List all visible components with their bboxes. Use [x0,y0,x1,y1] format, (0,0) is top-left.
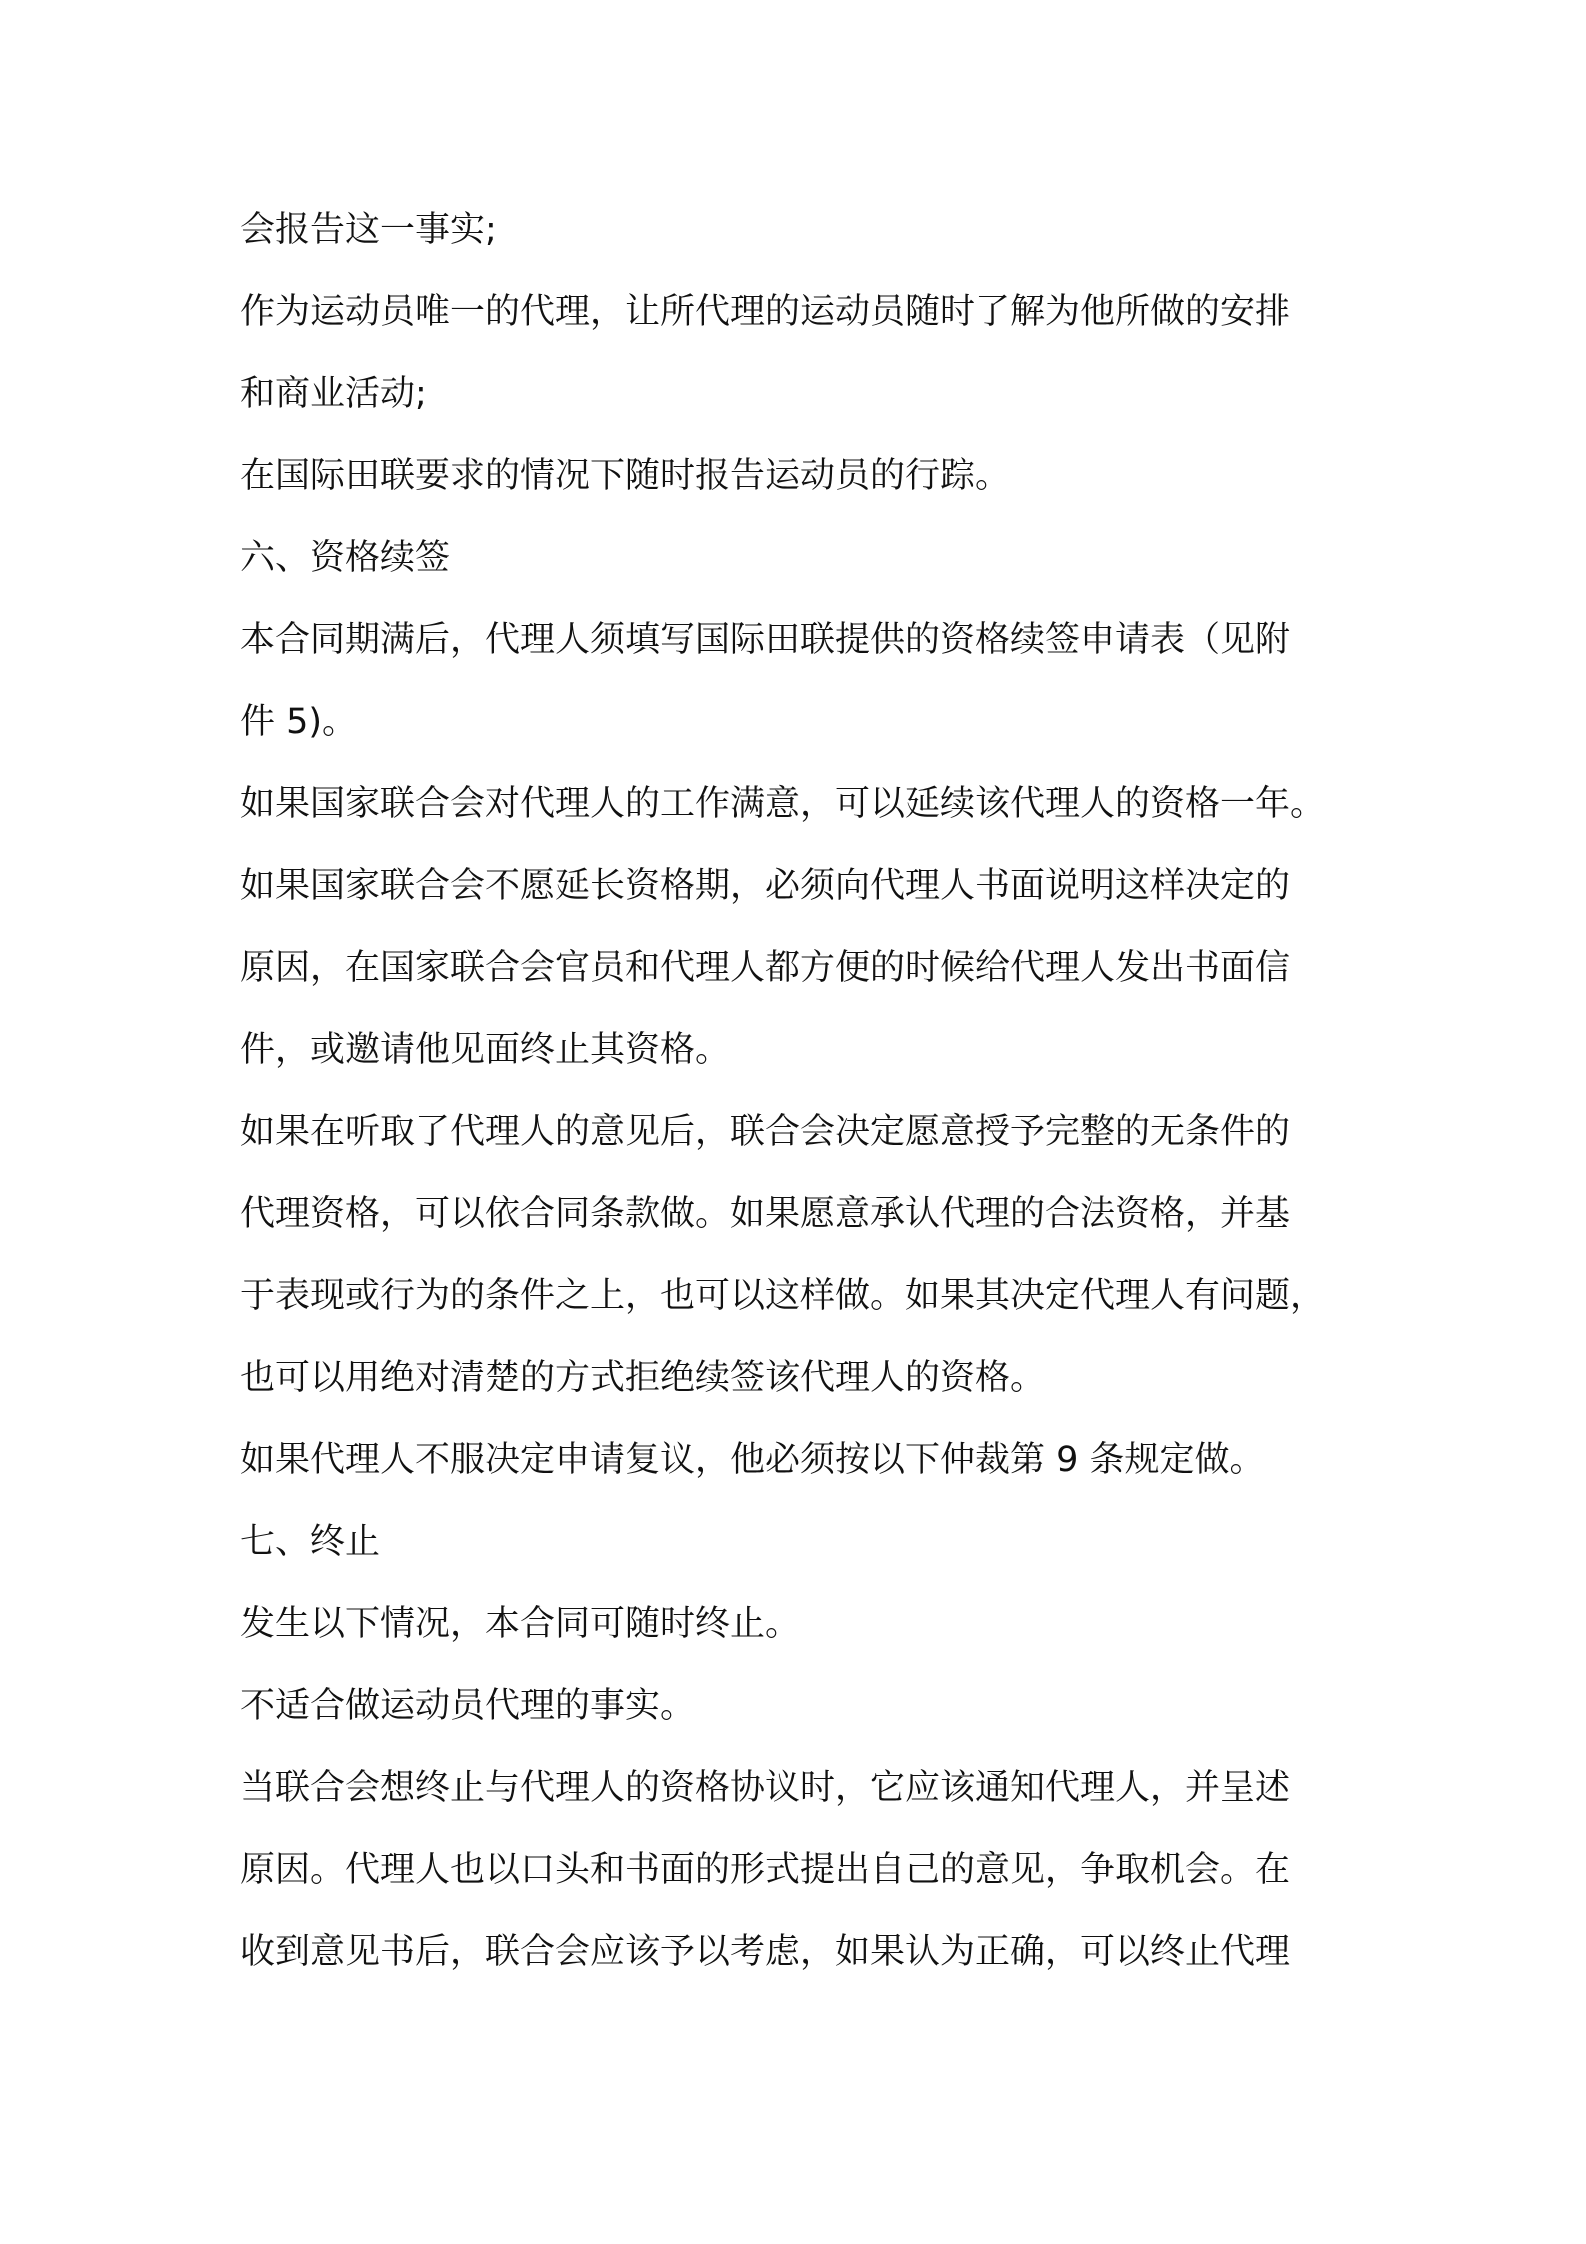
text-line: 发生以下情况，本合同可随时终止。 [240,1604,801,1644]
text-line: 如果代理人不服决定申请复议，他必须按以下仲裁第 9 条规定做。 [240,1440,1265,1480]
text-line: 当联合会想终止与代理人的资格协议时，它应该通知代理人，并呈述 [240,1768,1291,1808]
text-line: 在国际田联要求的情况下随时报告运动员的行踪。 [240,456,1011,496]
text-line: 件，或邀请他见面终止其资格。 [240,1030,731,1070]
text-line: 代理资格，可以依合同条款做。如果愿意承认代理的合法资格，并基 [240,1194,1291,1234]
text-line: 如果国家联合会对代理人的工作满意，可以延续该代理人的资格一年。 [240,784,1326,824]
text-line: 会报告这一事实; [240,210,497,250]
text-line: 如果国家联合会不愿延长资格期，必须向代理人书面说明这样决定的 [240,866,1291,906]
text-line: 作为运动员唯一的代理，让所代理的运动员随时了解为他所做的安排 [240,292,1291,332]
text-line: 原因。代理人也以口头和书面的形式提出自己的意见，争取机会。在 [240,1850,1291,1890]
text-line: 本合同期满后，代理人须填写国际田联提供的资格续签申请表（见附 [240,620,1291,660]
text-line: 收到意见书后，联合会应该予以考虑，如果认为正确，可以终止代理 [240,1932,1291,1972]
text-line: 和商业活动; [240,374,427,414]
text-line: 件 5)。 [240,702,358,742]
text-line: 原因，在国家联合会官员和代理人都方便的时候给代理人发出书面信 [240,948,1291,988]
text-line: 也可以用绝对清楚的方式拒绝续签该代理人的资格。 [240,1358,1046,1398]
section-heading: 七、终止 [240,1522,381,1562]
text-line: 如果在听取了代理人的意见后，联合会决定愿意授予完整的无条件的 [240,1112,1291,1152]
text-line: 不适合做运动员代理的事实。 [240,1686,696,1726]
section-heading: 六、资格续签 [240,538,451,578]
text-line: 于表现或行为的条件之上，也可以这样做。如果其决定代理人有问题， [240,1276,1326,1316]
